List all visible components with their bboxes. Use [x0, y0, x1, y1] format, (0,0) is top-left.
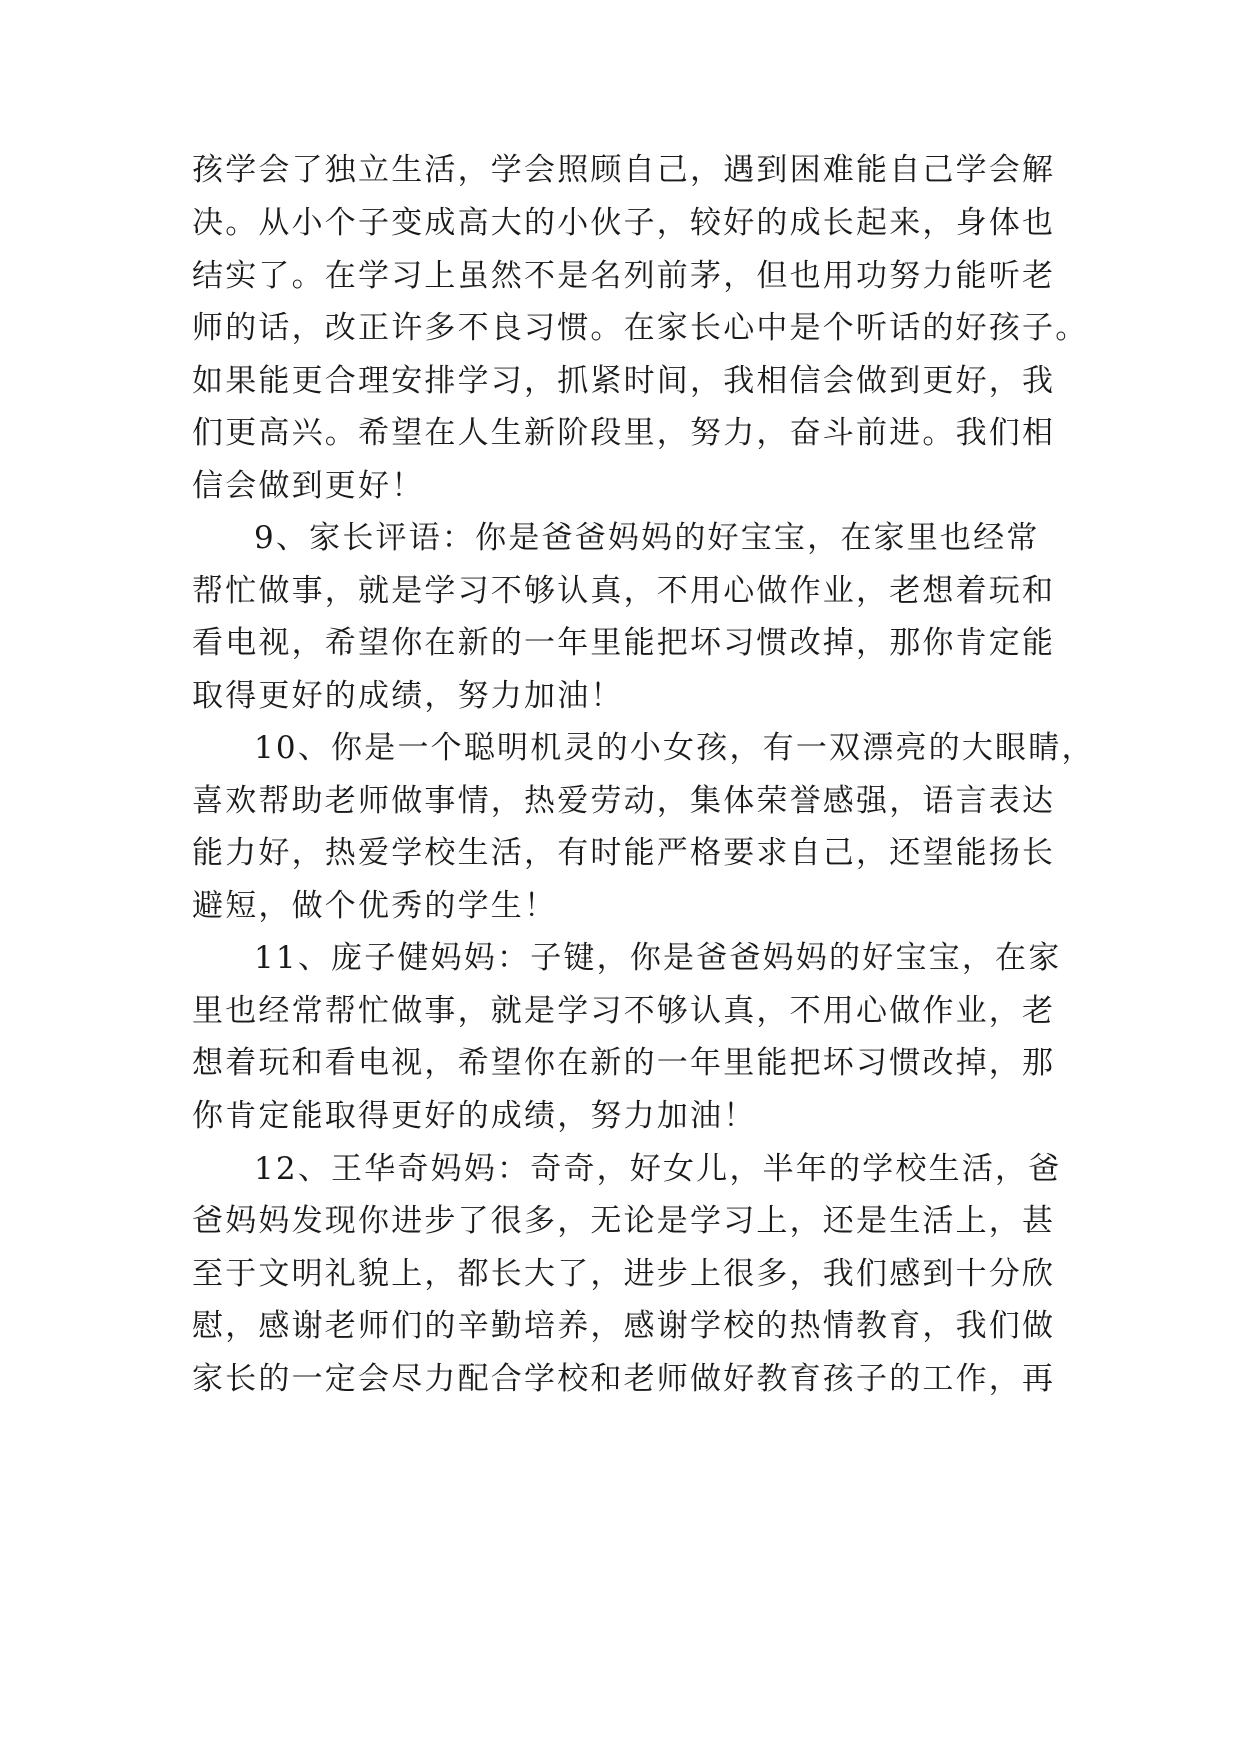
paragraph-first-line: 11、庞子健妈妈：子键，你是爸爸妈妈的好宝宝，在家 [254, 940, 1062, 976]
text-line: 如果能更合理安排学习，抓紧时间，我相信会做到更好，我 [192, 363, 1056, 399]
text-line: 你肯定能取得更好的成绩，努力加油！ [192, 1098, 757, 1134]
text-line: 帮忙做事，就是学习不够认真，不用心做作业，老想着玩和 [192, 573, 1056, 609]
text-line: 能力好，热爱学校生活，有时能严格要求自己，还望能扬长 [192, 835, 1056, 871]
text-line: 喜欢帮助老师做事情，热爱劳动，集体荣誉感强，语言表达 [192, 783, 1056, 819]
text-line: 们更高兴。希望在人生新阶段里，努力，奋斗前进。我们相 [192, 415, 1056, 451]
text-line: 里也经常帮忙做事，就是学习不够认真，不用心做作业，老 [192, 993, 1056, 1029]
paragraph-first-line: 12、王华奇妈妈：奇奇，好女儿，半年的学校生活，爸 [254, 1151, 1062, 1187]
text-line: 家长的一定会尽力配合学校和老师做好教育孩子的工作，再 [192, 1361, 1056, 1397]
paragraph-first-line: 10、你是一个聪明机灵的小女孩，有一双漂亮的大眼睛， [254, 730, 1095, 766]
text-line: 慰，感谢老师们的辛勤培养，感谢学校的热情教育，我们做 [192, 1308, 1056, 1344]
text-line: 信会做到更好！ [192, 468, 425, 504]
text-line: 爸妈妈发现你进步了很多，无论是学习上，还是生活上，甚 [192, 1203, 1056, 1239]
text-line: 孩学会了独立生活，学会照顾自己，遇到困难能自己学会解 [192, 152, 1056, 188]
paragraph-first-line: 9、家长评语：你是爸爸妈妈的好宝宝，在家里也经常 [254, 520, 1040, 556]
text-line: 想着玩和看电视，希望你在新的一年里能把坏习惯改掉，那 [192, 1045, 1056, 1081]
text-line: 取得更好的成绩，努力加油！ [192, 678, 624, 714]
text-line: 师的话，改正许多不良习惯。在家长心中是个听话的好孩子。 [192, 310, 1089, 346]
text-line: 结实了。在学习上虽然不是名列前茅，但也用功努力能听老 [192, 258, 1056, 294]
text-line: 至于文明礼貌上，都长大了，进步上很多，我们感到十分欣 [192, 1256, 1056, 1292]
text-line: 决。从小个子变成高大的小伙子，较好的成长起来，身体也 [192, 205, 1056, 241]
text-line: 看电视，希望你在新的一年里能把坏习惯改掉，那你肯定能 [192, 625, 1056, 661]
text-line: 避短，做个优秀的学生！ [192, 888, 558, 924]
